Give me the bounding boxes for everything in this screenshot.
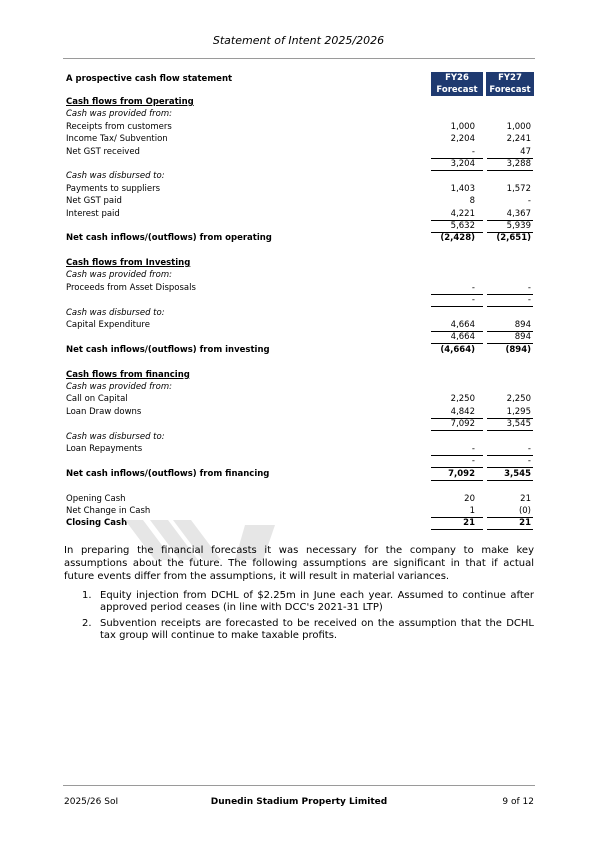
row-label: Cash was disbursed to:: [66, 307, 165, 318]
row-label: Net GST received: [66, 146, 140, 157]
table-row: [64, 418, 535, 430]
row-label: Opening Cash: [66, 493, 126, 504]
cell-fy26: -: [471, 456, 475, 467]
row-label: Net GST paid: [66, 196, 122, 207]
cell-fy27: 47: [520, 146, 531, 157]
subtotal-rule: [487, 220, 533, 221]
cell-fy26: 4,664: [450, 332, 475, 343]
cell-fy27: (894): [505, 344, 531, 355]
footer-divider: [63, 785, 535, 786]
table-row: [64, 381, 535, 393]
table-row: [64, 257, 535, 269]
cell-fy27: 3,545: [504, 468, 531, 479]
row-label: Cash flows from financing: [66, 369, 190, 380]
subtotal-rule: [431, 158, 483, 159]
cell-fy26: 4,842: [450, 406, 475, 417]
table-row: [64, 307, 535, 319]
row-label: Loan Draw downs: [66, 406, 142, 417]
cell-fy26: 7,092: [448, 468, 475, 479]
cell-fy26: -: [471, 282, 475, 293]
cell-fy26: 2,250: [450, 394, 475, 405]
table-row: [64, 170, 535, 182]
subtotal-rule: [431, 455, 483, 456]
cell-fy27: -: [527, 295, 531, 306]
subtotal-rule: [431, 331, 483, 332]
cell-fy26: 21: [463, 518, 475, 529]
table-row: [64, 245, 535, 257]
cell-fy26: 1,000: [450, 121, 475, 132]
table-row: [64, 269, 535, 281]
cell-fy27: -: [527, 282, 531, 293]
footer-company-name: Dunedin Stadium Property Limited: [210, 797, 388, 807]
row-label: Cash was provided from:: [66, 270, 172, 281]
cell-fy27: 3,288: [506, 158, 531, 169]
row-label: Net Change in Cash: [66, 505, 151, 516]
header-divider: [63, 58, 535, 59]
cell-fy26: -: [471, 146, 475, 157]
footer-page-number: 9 of 12: [502, 797, 534, 807]
row-label: Net cash inflows/(outflows) from financing: [66, 468, 270, 479]
cell-fy26: 1: [469, 505, 475, 516]
table-row: [64, 96, 535, 108]
table-title-row: [64, 72, 535, 96]
list-item-number: 2.: [82, 618, 92, 629]
cell-fy27: 4,367: [506, 208, 531, 219]
table-row: [64, 344, 535, 356]
table-title: A prospective cash flow statement: [66, 74, 233, 84]
subtotal-rule: [487, 158, 533, 159]
total-rule: [487, 529, 533, 530]
col-header-fy27-line2: Forecast: [489, 85, 531, 95]
table-row: [64, 195, 535, 207]
table-row: [64, 232, 535, 244]
table-row: [64, 108, 535, 120]
cell-fy26: (4,664): [440, 344, 475, 355]
cell-fy27: 1,295: [506, 406, 531, 417]
cell-fy27: -: [527, 456, 531, 467]
col-header-fy26-line1: FY26: [445, 73, 469, 83]
table-row: [64, 455, 535, 467]
row-label: Net cash inflows/(outflows) from investing: [66, 344, 270, 355]
subtotal-rule: [431, 517, 483, 518]
row-label: Cash flows from Operating: [66, 97, 194, 107]
table-row: [64, 121, 535, 133]
cell-fy27: 3,545: [506, 419, 531, 430]
subtotal-rule: [431, 294, 483, 295]
cell-fy27: 1,572: [506, 183, 531, 194]
row-label: Net cash inflows/(outflows) from operating: [66, 233, 272, 244]
footer-document-code: 2025/26 SoI: [64, 797, 119, 807]
cell-fy26: 1,403: [450, 183, 475, 194]
table-row: [64, 158, 535, 170]
cell-fy27: 2,250: [506, 394, 531, 405]
table-row: [64, 183, 535, 195]
table-row: [64, 443, 535, 455]
list-item-number: 1.: [82, 590, 92, 601]
row-label: Capital Expenditure: [66, 320, 150, 331]
subtotal-rule: [487, 455, 533, 456]
table-row: [64, 480, 535, 492]
subtotal-rule: [487, 331, 533, 332]
cell-fy27: -: [527, 196, 531, 207]
list-item-text: Subvention receipts are forecasted to be received on the assumption that the DCHL tax group will continue to make taxable profits.: [100, 618, 534, 641]
cell-fy27: 894: [514, 320, 531, 331]
cell-fy26: 7,092: [450, 419, 475, 430]
table-row: [64, 220, 535, 232]
list-item: [82, 618, 534, 642]
table-row: [64, 146, 535, 158]
row-label: Closing Cash: [66, 518, 128, 529]
table-row: [64, 406, 535, 418]
row-label: Proceeds from Asset Disposals: [66, 282, 196, 293]
subtotal-rule: [431, 418, 483, 419]
assumptions-list: [82, 590, 534, 646]
cell-fy26: -: [471, 443, 475, 454]
total-rule: [431, 529, 483, 530]
table-row: [64, 356, 535, 368]
cell-fy26: 8: [469, 196, 475, 207]
cell-fy27: 21: [519, 518, 531, 529]
row-label: Payments to suppliers: [66, 183, 161, 194]
table-row: [64, 369, 535, 381]
row-label: Cash was provided from:: [66, 381, 172, 392]
row-label: Receipts from customers: [66, 121, 172, 132]
table-row: [64, 468, 535, 480]
subtotal-rule: [487, 418, 533, 419]
assumptions-paragraph: In preparing the financial forecasts it was necessary for the company to make key assumptions about the future. The following assumptions are significant in that if actual future events differ from the assumptions, it will result in material variances.: [64, 545, 534, 582]
list-item-text: Equity injection from DCHL of $2.25m in June each year. Assumed to continue after approved period ceases (in line with DCC's 2021-31 LTP): [100, 590, 534, 613]
cell-fy27: -: [527, 443, 531, 454]
table-row: [64, 393, 535, 405]
cell-fy26: (2,428): [440, 233, 475, 244]
cell-fy26: 4,221: [450, 208, 475, 219]
cell-fy26: -: [471, 295, 475, 306]
table-row: [64, 208, 535, 220]
cell-fy26: 4,664: [450, 320, 475, 331]
cell-fy26: 2,204: [450, 134, 475, 145]
cell-fy27: 2,241: [506, 134, 531, 145]
table-row: [64, 319, 535, 331]
cell-fy26: 5,632: [450, 220, 475, 231]
col-header-fy27-line1: FY27: [498, 73, 522, 83]
cash-flow-table: [64, 72, 535, 530]
subtotal-rule: [431, 220, 483, 221]
cell-fy27: 5,939: [506, 220, 531, 231]
subtotal-rule: [487, 517, 533, 518]
row-label: Loan Repayments: [66, 443, 143, 454]
cell-fy27: 1,000: [506, 121, 531, 132]
table-row: [64, 282, 535, 294]
cell-fy27: (0): [518, 505, 531, 516]
row-label: Cash was provided from:: [66, 109, 172, 120]
table-row: [64, 431, 535, 443]
row-label: Call on Capital: [66, 394, 128, 405]
table-row: [64, 505, 535, 517]
table-row: [64, 493, 535, 505]
table-row: [64, 133, 535, 145]
row-label: Cash was disbursed to:: [66, 431, 165, 442]
table-row: [64, 331, 535, 343]
cell-fy27: 21: [520, 493, 531, 504]
cell-fy26: 3,204: [450, 158, 475, 169]
row-label: Income Tax/ Subvention: [66, 134, 168, 145]
page-header-title: Statement of Intent 2025/2026: [212, 34, 385, 47]
subtotal-rule: [487, 294, 533, 295]
row-label: Cash was disbursed to:: [66, 171, 165, 182]
row-label: Cash flows from Investing: [66, 258, 191, 269]
cell-fy26: 20: [464, 493, 475, 504]
table-row: [64, 294, 535, 306]
table-body: [64, 96, 535, 530]
cell-fy27: (2,651): [496, 233, 531, 244]
row-label: Interest paid: [66, 208, 120, 219]
col-header-fy26-line2: Forecast: [436, 85, 478, 95]
cell-fy27: 894: [514, 332, 531, 343]
list-item: [82, 590, 534, 614]
